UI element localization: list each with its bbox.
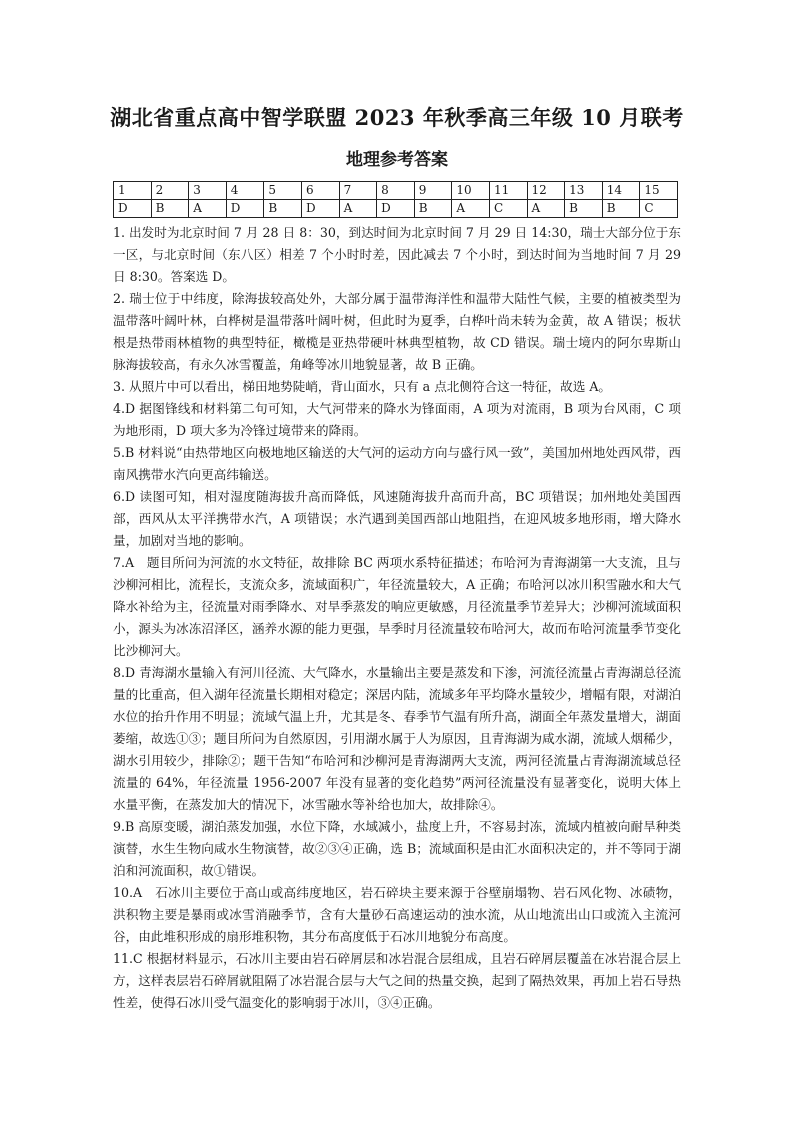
question-number: 8 [377,182,415,200]
page-title: 湖北省重点高中智学联盟 2023 年秋季高三年级 10 月联考 [110,105,684,130]
answer-row [114,200,678,218]
answer-table [113,181,678,218]
explanations [113,222,681,1014]
answer-cell: B [151,200,189,218]
question-number: 15 [640,182,678,200]
question-number: 13 [565,182,603,200]
explanation-paragraph: 3. 从照片中可以看出，梯田地势陡峭，背山面水，只有 a 点北侧符合这一特征，故选 A。 [113,379,612,394]
question-number: 1 [114,182,152,200]
explanation-paragraph: 4.D 据图锋线和材料第二句可知，大气河带来的降水为锋面雨，A 项为对流雨，B 项为台风雨，C 项为地形雨，D 项大多为冷锋过境带来的降雨。 [113,401,681,438]
question-number: 12 [527,182,565,200]
question-number: 9 [414,182,452,200]
answer-cell: B [414,200,452,218]
answer-cell: D [377,200,415,218]
question-number: 11 [489,182,527,200]
explanation-paragraph: 9.B 高原变暖，湖泊蒸发加强，水位下降，水域减小，盐度上升，不容易封冻，流域内植被向耐旱种类演替，水生生物向咸水生物演替，故②③④正确，选 B；流域面积是由汇水面积决定的，并不等同于湖泊和河流面积，故①错误。 [113,819,681,878]
explanation-paragraph: 8.D 青海湖水量输入有河川径流、大气降水，水量输出主要是蒸发和下渗，河流径流量占青海湖总径流量的比重高，但入湖年径流量长期相对稳定；深居内陆，流域多年平均降水量较少，增幅有限，对湖泊水位的抬升作用不明显；流域气温上升，尤其是冬、春季节气温有所升高，湖面全年蒸发量增大，湖面萎缩，故选①③；题目所问为自然原因，引用湖水属于人为原因，且青海湖为咸水湖，流域人烟稀少，湖水引用较少，排除②；题干告知“布哈河和沙柳河是青海湖两大支流，两河径流量占青海湖流域总径流量的 64%，年径流量 1956-2007 年没有显著的变化趋势”两河径流量没有显著变化，说明大体上水量平衡，在蒸发加大的情况下，冰雪融水等补给也加大，故排除④。 [113,665,681,812]
explanation-paragraph: 11.C 根据材料显示，石冰川主要由岩石碎屑层和冰岩混合层组成，且岩石碎屑层覆盖在冰岩混合层上方，这样表层岩石碎屑就阻隔了冰岩混合层与大气之间的热量交换，起到了隔热效果，再加上岩石导热性差，使得石冰川受气温变化的影响弱于冰川，③④正确。 [113,951,681,1010]
explanation-paragraph: 10.A 石冰川主要位于高山或高纬度地区，岩石碎块主要来源于谷壁崩塌物、岩石风化物、冰碛物，洪积物主要是暴雨或冰雪消融季节，含有大量砂石高速运动的浊水流，从山地流出山口或流入主流河谷，由此堆积形成的扇形堆积物，其分布高度低于石冰川地貌分布高度。 [113,885,681,944]
question-number: 14 [602,182,640,200]
answer-cell: B [565,200,603,218]
answer-cell: B [602,200,640,218]
question-number: 4 [226,182,264,200]
question-number: 10 [452,182,490,200]
question-number: 6 [301,182,339,200]
page-subtitle: 地理参考答案 [346,150,448,170]
answer-cell: C [640,200,678,218]
answer-cell: A [189,200,227,218]
explanation-paragraph: 2. 瑞士位于中纬度，除海拔较高处外，大部分属于温带海洋性和温带大陆性气候，主要的植被类型为温带落叶阔叶林，白桦树是温带落叶阔叶树，但此时为夏季，白桦叶尚未转为金黄，故 A 错误；板状根是热带雨林植物的典型特征，橄榄是亚热带硬叶林典型植物，故 CD 错误。瑞士境内的阿尔卑斯山脉海拔较高，有永久冰雪覆盖，角峰等冰川地貌显著，故 B 正确。 [113,291,681,372]
answer-cell: B [264,200,302,218]
answer-cell: D [226,200,264,218]
answer-cell: D [114,200,152,218]
explanation-paragraph: 7.A 题目所问为河流的水文特征，故排除 BC 两项水系特征描述；布哈河为青海湖第一大支流，且与沙柳河相比，流程长，支流众多，流域面积广，年径流量较大，A 正确；布哈河以冰川积雪融水和大气降水补给为主，径流量对雨季降水、对旱季蒸发的响应更敏感，月径流量季节差异大；沙柳河流域面积小，源头为冰冻沼泽区，涵养水源的能力更强，旱季时月径流量较布哈河大，故而布哈河流量季节变化比沙柳河大。 [113,555,681,658]
question-number: 3 [189,182,227,200]
answer-cell: D [301,200,339,218]
explanation-paragraph: 6.D 读图可知，相对湿度随海拔升高而降低，风速随海拔升高而升高，BC 项错误；加州地处美国西部，西风从太平洋携带水汽，A 项错误；水汽遇到美国西部山地阻挡，在迎风坡多地形雨，增大降水量，加剧对当地的影响。 [113,489,681,548]
explanation-paragraph: 5.B 材料说“由热带地区向极地地区输送的大气河的运动方向与盛行风一致”，美国加州地处西风带，西南风携带水汽向更高纬输送。 [113,445,681,482]
explanation-paragraph: 1. 出发时为北京时间 7 月 28 日 8：30，到达时间为北京时间 7 月 29 日 14:30，瑞士大部分位于东一区，与北京时间（东八区）相差 7 个小时时差，因此减去 7 个小时，到达时间为当地时间 7 月 29 日 8:30。答案选 D。 [113,225,681,284]
question-number: 2 [151,182,189,200]
answer-cell: A [339,200,377,218]
question-number: 5 [264,182,302,200]
answer-cell: C [489,200,527,218]
answer-cell: A [527,200,565,218]
question-number-row [114,182,678,200]
answer-cell: A [452,200,490,218]
question-number: 7 [339,182,377,200]
